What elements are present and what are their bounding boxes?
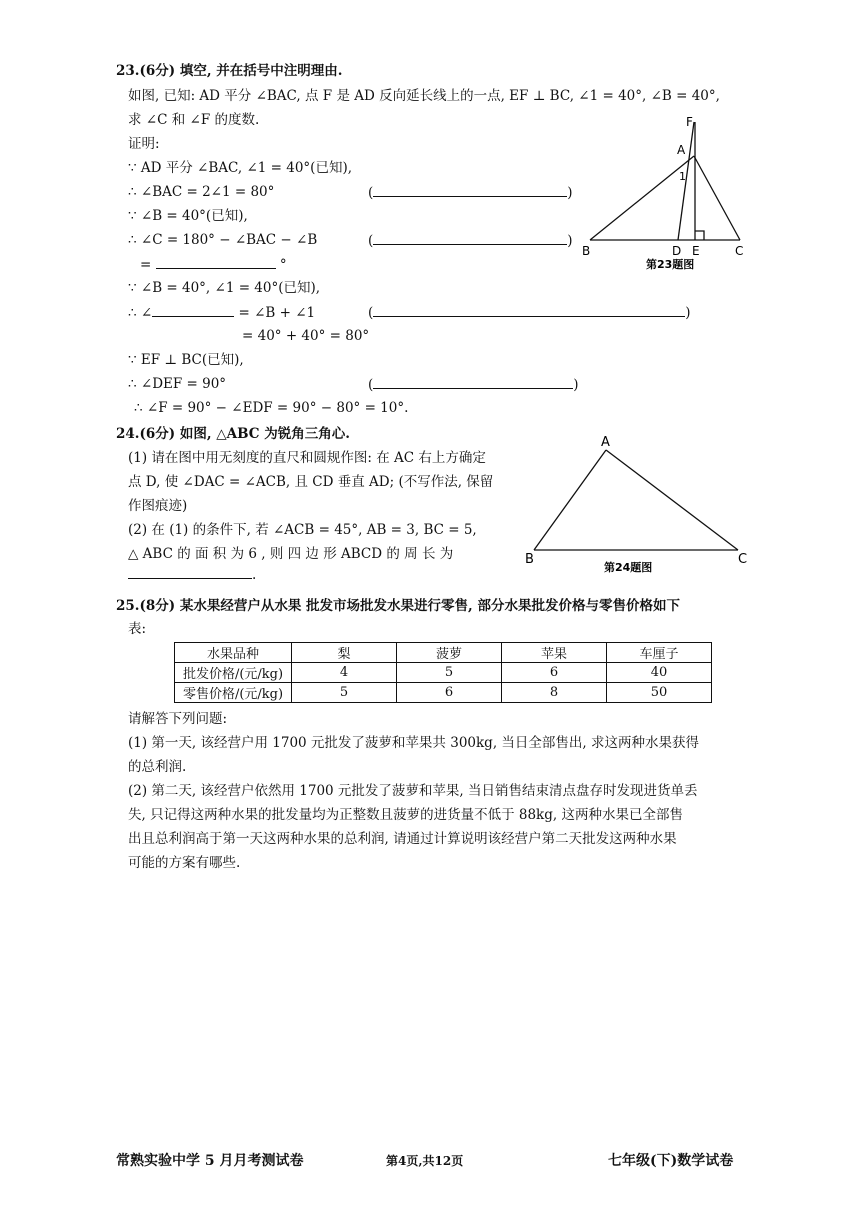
q25-part2-line4: 可能的方案有哪些. xyxy=(128,855,241,871)
table-header-cell: 梨 xyxy=(292,643,397,663)
q23-proof-line-6: ∵ ∠B = 40°, ∠1 = 40°(已知), xyxy=(128,280,321,296)
table-cell: 5 xyxy=(397,663,502,683)
q23-figure xyxy=(576,112,756,272)
q23-proof-line-10: ∵ EF ⊥ BC(已知), xyxy=(128,352,244,368)
fruit-price-table xyxy=(174,642,712,703)
q24-part1-line1: (1) 请在图中用无刻度的直尺和圆规作图: 在 AC 右上方确定 xyxy=(128,450,486,466)
q23-answer-C[interactable]: = ° xyxy=(140,257,287,273)
q25-part2-line1: (2) 第二天, 该经营户依然用 1700 元批发了菠萝和苹果, 当日销售结束清点盘存时发现进货单丢 xyxy=(128,783,698,799)
q23-proof-line-12: ∴ ∠F = 90° − ∠EDF = 90° − 80° = 10°. xyxy=(134,400,409,416)
fig23-label-C: C xyxy=(735,244,744,258)
q25-prompt: 请解答下列问题: xyxy=(128,711,228,727)
fig24-label-B: B xyxy=(525,552,534,567)
q23-proof-line-4: ∴ ∠C = 180° − ∠BAC − ∠B xyxy=(128,232,318,248)
fig23-label-F: F xyxy=(686,115,693,129)
table-cell: 6 xyxy=(502,663,607,683)
fig23-label-B: B xyxy=(582,244,591,258)
q23-proof-line-9: = 40° + 40° = 80° xyxy=(242,328,370,344)
q25-part1-line1: (1) 第一天, 该经营户用 1700 元批发了菠萝和苹果共 300kg, 当日全部售出, 求这两种水果获得 xyxy=(128,735,699,751)
table-header-cell: 苹果 xyxy=(502,643,607,663)
q23-reason-blank-1[interactable] xyxy=(368,183,573,202)
q25-part2-line2: 失, 只记得这两种水果的批发量均为正整数且菠萝的进货量不低于 88kg, 这两种水果已全部售 xyxy=(128,807,683,823)
fig23-label-D: D xyxy=(672,244,682,258)
table-cell: 4 xyxy=(292,663,397,683)
fig24-label-A: A xyxy=(601,435,610,450)
q23-ask: 求 ∠C 和 ∠F 的度数. xyxy=(128,112,260,128)
q23-reason-blank-2[interactable]: ( ) xyxy=(368,233,573,249)
q23-reason-blank-3[interactable]: ( ) xyxy=(368,305,691,321)
q23-given: 如图, 已知: AD 平分 ∠BAC, 点 F 是 AD 反向延长线上的一点, EF ⊥ BC, ∠1 = 40°, ∠B = 40°, xyxy=(128,88,720,104)
table-cell: 5 xyxy=(292,683,397,703)
footer-page-number: 第4页,共12页 xyxy=(386,1154,464,1168)
table-cell: 8 xyxy=(502,683,607,703)
fig23-caption: 第23题图 xyxy=(646,258,695,271)
table-header-row xyxy=(175,643,712,663)
table-cell: 40 xyxy=(607,663,712,683)
table-header-cell: 车厘子 xyxy=(607,643,712,663)
q24-part1-line2: 点 D, 使 ∠DAC = ∠ACB, 且 CD 垂直 AD; (不写作法, 保留 xyxy=(128,474,494,490)
q24-heading: 24.(6分) 如图, △ABC 为锐角三角心. xyxy=(116,426,350,442)
q23-reason-blank-4[interactable]: ( ) xyxy=(368,377,579,393)
q23-angle-blank[interactable]: ∴ ∠ = ∠B + ∠1 xyxy=(128,305,316,321)
fig23-label-A: A xyxy=(677,143,686,157)
fig23-label-E: E xyxy=(692,244,700,258)
q23-proof-line-3: ∵ ∠B = 40°(已知), xyxy=(128,208,248,224)
table-header-cell: 水果品种 xyxy=(175,643,292,663)
q23-proof-line-11: ∴ ∠DEF = 90° xyxy=(128,376,227,392)
q23-heading: 23.(6分) 填空, 并在括号中注明理由. xyxy=(116,63,343,79)
table-cell: 零售价格/(元/kg) xyxy=(175,683,292,703)
table-cell: 批发价格/(元/kg) xyxy=(175,663,292,683)
fig24-label-C: C xyxy=(738,552,748,567)
q24-figure xyxy=(522,432,756,580)
fig24-caption: 第24题图 xyxy=(604,561,653,574)
paren-open: ( xyxy=(368,185,374,201)
q24-answer-blank[interactable]: . xyxy=(128,565,256,584)
table-cell: 6 xyxy=(397,683,502,703)
table-header-cell: 菠萝 xyxy=(397,643,502,663)
q25-heading: 25.(8分) 某水果经营户从水果 批发市场批发水果进行零售, 部分水果批发价格与零售价格如下 xyxy=(116,598,680,614)
q24-part2-line2: △ ABC 的 面 积 为 6 , 则 四 边 形 ABCD 的 周 长 为 xyxy=(128,546,454,562)
q23-proof-line-2: ∴ ∠BAC = 2∠1 = 80° xyxy=(128,184,275,200)
q25-heading-cont: 表: xyxy=(128,621,147,637)
q23-proof-label: 证明: xyxy=(128,136,160,152)
paren-close: ) xyxy=(567,185,573,201)
footer-left: 常熟实验中学 5 月月考测试卷 xyxy=(116,1153,304,1169)
q25-part2-line3: 出且总利润高于第一天这两种水果的总利润, 请通过计算说明该经营户第二天批发这两种水果 xyxy=(128,831,677,847)
fig23-label-1: 1 xyxy=(679,170,686,183)
q25-part1-line2: 的总利润. xyxy=(128,759,187,775)
table-row xyxy=(175,663,712,683)
q24-part1-line3: 作图痕迹) xyxy=(128,498,188,514)
q24-part2-line1: (2) 在 (1) 的条件下, 若 ∠ACB = 45°, AB = 3, BC = 5, xyxy=(128,522,477,538)
q23-proof-line-1: ∵ AD 平分 ∠BAC, ∠1 = 40°(已知), xyxy=(128,160,352,176)
table-cell: 50 xyxy=(607,683,712,703)
table-row xyxy=(175,683,712,703)
footer-right: 七年级(下)数学试卷 xyxy=(608,1153,734,1169)
